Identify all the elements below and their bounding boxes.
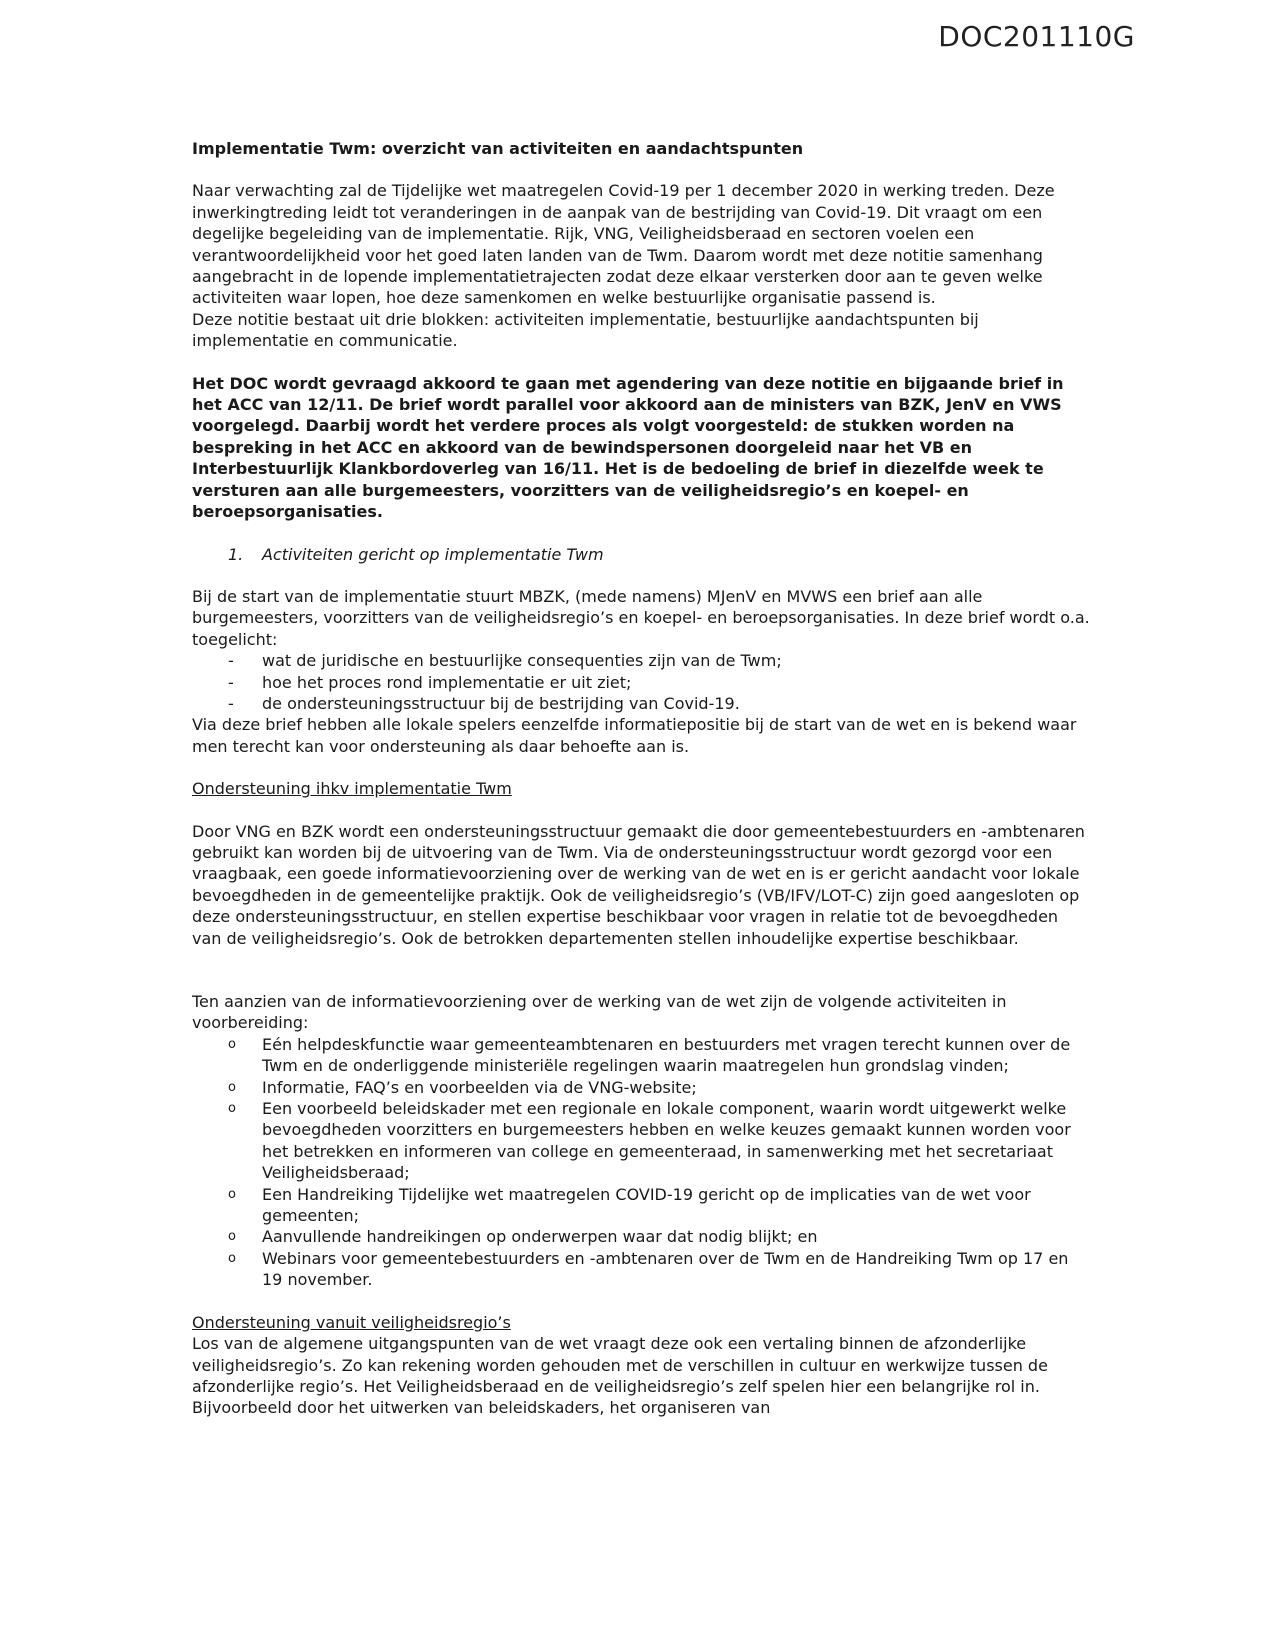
bullet-icon: o	[228, 1186, 236, 1202]
section-number: 1.	[228, 544, 244, 564]
list-item: o Eén helpdeskfunctie waar gemeenteambtenaren en bestuurders met vragen terecht kunnen over de Twm en de onderliggende ministeriële regelingen waarin maatregelen hun grondslag vinden;	[228, 1034, 1071, 1076]
letter-intro: Bij de start van de implementatie stuurt MBZK, (mede namens) MJenV en MVWS een brief aan alle burgemeesters, voorzitters van de veiligheidsregio’s en koepel- en beroepsorganisaties. In deze brief wordt o.a. toegelicht:	[192, 586, 1090, 649]
section-label: Activiteiten gericht op implementatie Twm	[262, 544, 604, 564]
page-title: Implementatie Twm: overzicht van activiteiten en aandachtspunten	[192, 139, 804, 158]
bullet-icon: o	[228, 1036, 236, 1052]
list-item: - de ondersteuningsstructuur bij de bestrijding van Covid-19.	[192, 693, 1092, 714]
region-paragraph: Los van de algemene uitgangspunten van de wet vraagt deze ook een vertaling binnen de afzonderlijke veiligheidsregio’s. Zo kan rekening worden gehouden met de verschillen in cultuur en werkwijze tussen de afzonderlijke regio’s. Het Veiligheidsberaad en de veiligheidsregio’s zelf spelen hier een belangrijke rol in. Bijvoorbeeld door het uitwerken van beleidskaders, het organiseren van	[192, 1334, 1048, 1418]
support-paragraph: Door VNG en BZK wordt een ondersteuningsstructuur gemaakt die door gemeentebestuurders en -ambtenaren gebruikt kan worden bij de uitvoering van de Twm. Via de ondersteuningsstructuur wordt gezorgd voor een vraagbaak, een goede informatievoorziening over de werking van de wet en is er gericht aandacht voor lokale bevoegdheden in de gemeentelijke praktijk. Ook de veiligheidsregio’s (VB/IFV/LOT-C) zijn goed aangesloten op deze ondersteuningsstructuur, en stellen expertise beschikbaar voor vragen in relatie tot de bevoegdheden van de veiligheidsregio’s. Ook de betrokken departementen stellen inhoudelijke expertise beschikbaar.	[192, 821, 1085, 948]
list-item: o Informatie, FAQ’s en voorbeelden via de VNG-website;	[228, 1077, 697, 1097]
list-item: o Een Handreiking Tijdelijke wet maatregelen COVID-19 gericht op de implicaties van de wet voor gemeenten;	[228, 1184, 1031, 1226]
list-item: o Webinars voor gemeentebestuurders en -ambtenaren over de Twm en de Handreiking Twm op 17 en 19 november.	[228, 1248, 1069, 1290]
support-heading: Ondersteuning ihkv implementatie Twm	[192, 779, 512, 799]
document-body	[192, 138, 1092, 1419]
bullet-icon: o	[228, 1250, 236, 1266]
region-heading: Ondersteuning vanuit veiligheidsregio’s	[192, 1312, 511, 1332]
intro-paragraph-2: Deze notitie bestaat uit drie blokken: activiteiten implementatie, bestuurlijke aandachtspunten bij implementatie en communicatie.	[192, 309, 979, 351]
list-item: - hoe het proces rond implementatie er uit ziet;	[192, 672, 1092, 693]
decision-request: Het DOC wordt gevraagd akkoord te gaan met agendering van deze notitie en bijgaande brief in het ACC van 12/11. De brief wordt parallel voor akkoord aan de ministers van BZK, JenV en VWS voorgelegd. Daarbij wordt het verdere proces als volgt voorgesteld: de stukken worden na bespreking in het ACC en akkoord van de bewindspersonen doorgeleid naar het VB en Interbestuurlijk Klankbordoverleg van 16/11. Het is de bedoeling de brief in diezelfde week te versturen aan alle burgemeesters, voorzitters van de veiligheidsregio’s en koepel- en beroepsorganisaties.	[192, 373, 1064, 522]
document-code: DOC201110G	[938, 20, 1135, 53]
letter-outro: Via deze brief hebben alle lokale spelers eenzelfde informatiepositie bij de start van de wet en is bekend waar men terecht kan voor ondersteuning als daar behoefte aan is.	[192, 715, 1077, 756]
info-items-list	[192, 1034, 1092, 1291]
bullet-icon: o	[228, 1079, 236, 1095]
bullet-icon: o	[228, 1101, 236, 1117]
letter-items-list	[192, 650, 1092, 714]
intro-paragraph: Naar verwachting zal de Tijdelijke wet maatregelen Covid-19 per 1 december 2020 in werking treden. Deze inwerkingtreding leidt tot veranderingen in de aanpak van de bestrijding van Covid-19. Dit vraagt om een degelijke begeleiding van de implementatie. Rijk, VNG, Veiligheidsberaad en sectoren voelen een verantwoordelijkheid voor het goed laten landen van de Twm. Daarom wordt met deze notitie samenhang aangebracht in de lopende implementatietrajecten zodat deze elkaar versterken door aan te geven welke activiteiten waar lopen, hoe deze samenkomen en welke bestuurlijke organisatie passend is.	[192, 181, 1055, 308]
list-item: - wat de juridische en bestuurlijke consequenties zijn van de Twm;	[192, 650, 1092, 671]
section-heading-1	[192, 544, 1092, 565]
list-item: o Een voorbeeld beleidskader met een regionale en lokale component, waarin wordt uitgewerkt welke bevoegdheden voorzitters en burgemeesters hebben en welke keuzes gemaakt kunnen worden voor het betrekken en informeren van college en gemeenteraad, in samenwerking met het secretariaat Veiligheidsberaad;	[228, 1099, 1071, 1183]
list-item: o Aanvullende handreikingen op onderwerpen waar dat nodig blijkt; en	[228, 1227, 818, 1247]
bullet-icon: o	[228, 1229, 236, 1245]
info-intro: Ten aanzien van de informatievoorziening over de werking van de wet zijn de volgende activiteiten in voorbereiding:	[192, 992, 1007, 1033]
